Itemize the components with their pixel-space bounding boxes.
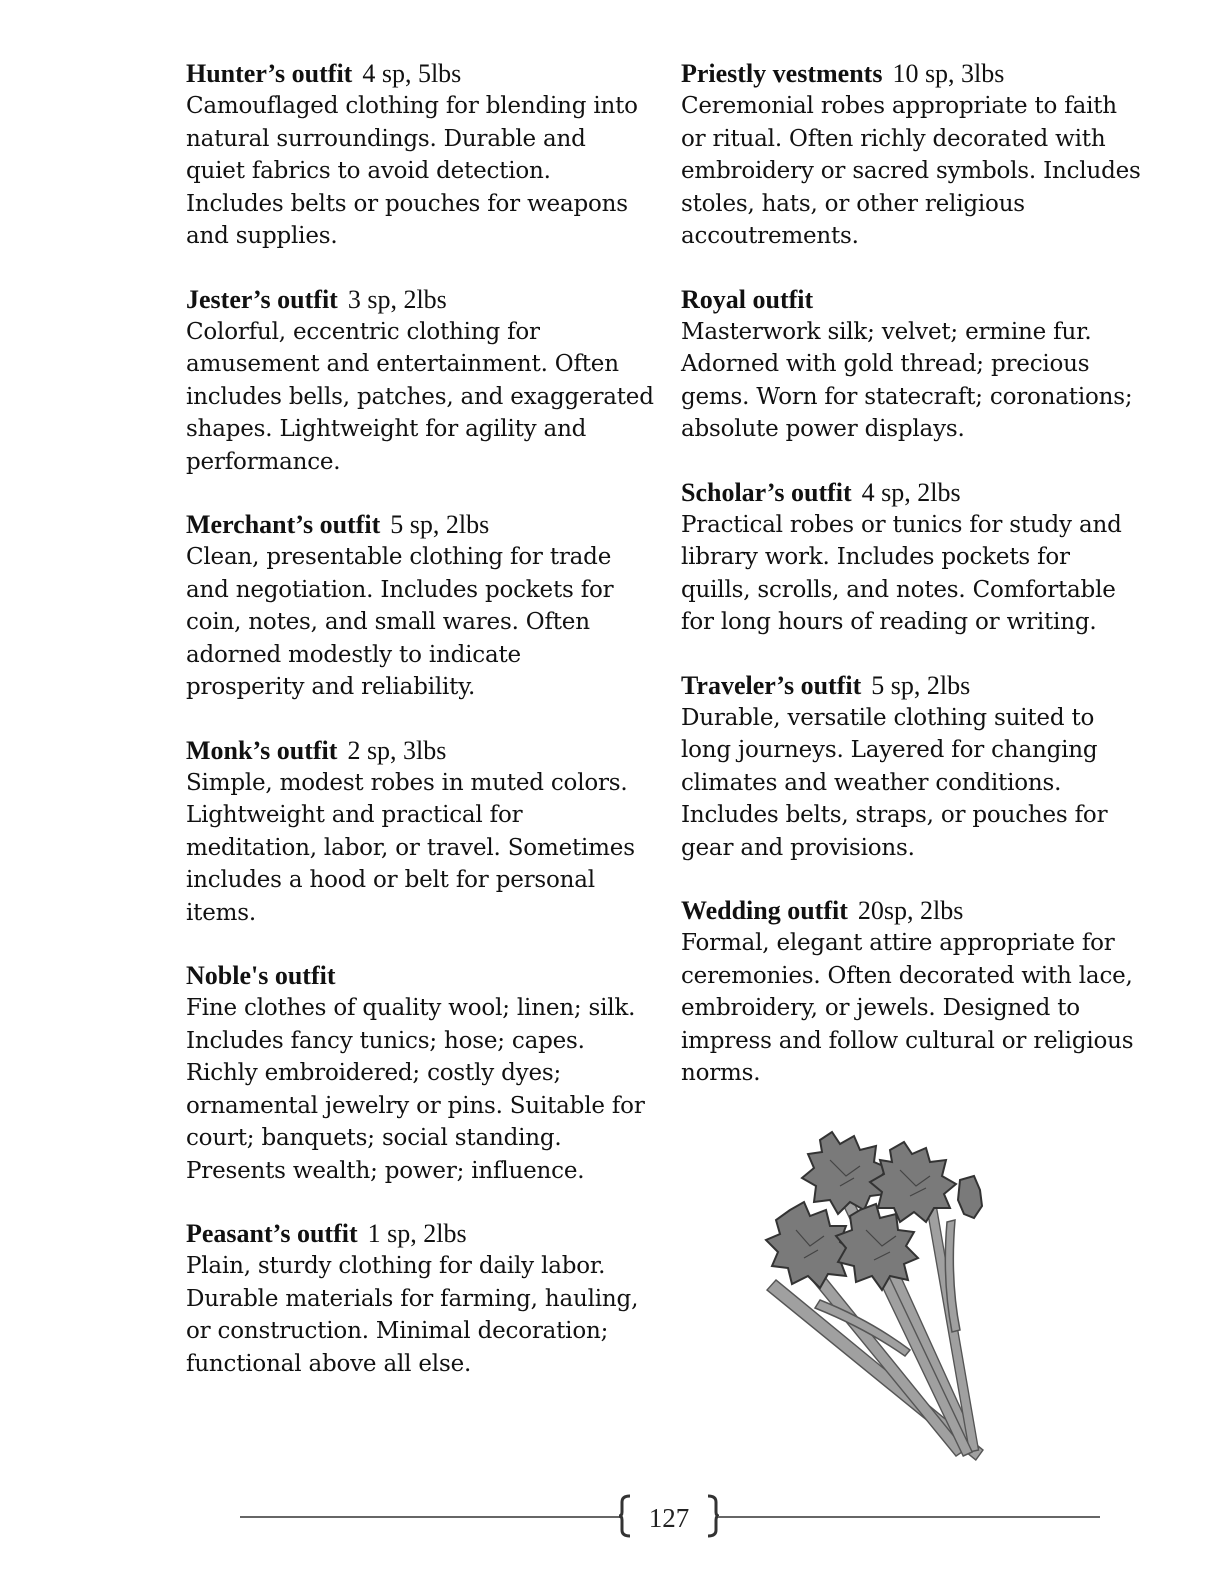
entry-jesters-outfit <box>186 283 664 479</box>
entry-description <box>186 992 664 1187</box>
entry-description <box>186 1250 664 1380</box>
description-line: shapes. Lightweight for agility and <box>186 416 587 442</box>
description-line: embroidery or sacred symbols. Includes <box>681 158 1141 184</box>
entry-monks-outfit <box>186 734 664 930</box>
left-column <box>186 57 664 1410</box>
description-line: Durable, versatile clothing suited to <box>681 704 1095 731</box>
description-line: quills, scrolls, and notes. Comfortable <box>681 576 1116 603</box>
entry-heading <box>186 283 664 316</box>
entry-description <box>681 316 1171 446</box>
description-line: Includes belts, straps, or pouches for <box>681 802 1108 828</box>
entry-title: Scholar’s outfit <box>681 477 852 507</box>
description-line: for long hours of reading or writing. <box>681 609 1097 635</box>
entry-title: Wedding outfit <box>681 896 848 925</box>
description-line: and negotiation. Includes pockets for <box>186 576 614 603</box>
entry-price: 5 sp, 2lbs <box>390 510 490 539</box>
entry-hunters-outfit <box>186 57 664 253</box>
entry-price: 4 sp, 2lbs <box>861 477 961 507</box>
entry-heading <box>186 1217 664 1250</box>
entry-peasants-outfit <box>186 1217 664 1380</box>
entry-heading <box>186 57 664 90</box>
description-line: Lightweight and practical for <box>186 802 523 828</box>
entry-heading <box>681 57 1171 90</box>
page-number: 127 <box>648 1503 690 1533</box>
entry-price: 20sp, 2lbs <box>857 896 964 925</box>
description-line: Adorned with gold thread; precious <box>681 351 1090 377</box>
description-line: Plain, sturdy clothing for daily labor. <box>186 1253 606 1279</box>
footer-rule-left <box>240 1516 620 1518</box>
description-line: court; banquets; social standing. <box>186 1125 562 1151</box>
description-line: Simple, modest robes in muted colors. <box>186 769 628 796</box>
entry-scholars-outfit <box>681 476 1171 639</box>
description-line: includes bells, patches, and exaggerated <box>186 383 654 410</box>
entry-heading <box>186 734 664 767</box>
entry-price: 5 sp, 2lbs <box>871 670 971 700</box>
entry-price: 4 sp, 5lbs <box>362 59 462 88</box>
description-line: meditation, labor, or travel. Sometimes <box>186 834 635 861</box>
entry-heading <box>681 669 1171 702</box>
entry-heading <box>186 959 664 992</box>
description-line: Includes fancy tunics; hose; capes. <box>186 1027 585 1054</box>
description-line: performance. <box>186 448 341 475</box>
description-line: Camouflaged clothing for blending into <box>186 93 638 119</box>
description-line: quiet fabrics to avoid detection. <box>186 158 551 184</box>
description-line: Durable materials for farming, hauling, <box>186 1285 639 1312</box>
description-line: climates and weather conditions. <box>681 769 1062 796</box>
description-line: Practical robes or tunics for study and <box>681 511 1122 538</box>
entry-nobles-outfit <box>186 959 664 1187</box>
description-line: gear and provisions. <box>681 834 915 861</box>
entry-title: Traveler’s outfit <box>681 670 862 700</box>
description-line: embroidery, or jewels. Designed to <box>681 995 1080 1021</box>
description-line: functional above all else. <box>186 1350 472 1377</box>
entry-heading <box>681 283 1171 316</box>
description-line: gems. Worn for statecraft; coronations; <box>681 383 1133 410</box>
description-line: library work. Includes pockets for <box>681 544 1070 570</box>
description-line: Formal, elegant attire appropriate for <box>681 930 1115 956</box>
entry-royal-outfit <box>681 283 1171 446</box>
entry-title: Noble's outfit <box>186 961 336 990</box>
entry-travelers-outfit <box>681 669 1171 865</box>
description-line: and supplies. <box>186 223 338 249</box>
description-line: coin, notes, and small wares. Often <box>186 609 590 635</box>
description-line: includes a hood or belt for personal <box>186 867 595 893</box>
description-line: or ritual. Often richly decorated with <box>681 125 1106 152</box>
entry-title: Peasant’s outfit <box>186 1219 358 1248</box>
entry-title: Monk’s outfit <box>186 735 338 765</box>
entry-price: 1 sp, 2lbs <box>367 1219 467 1248</box>
entry-description <box>681 90 1171 253</box>
entry-description <box>186 316 664 479</box>
page-footer <box>0 1490 1224 1550</box>
entry-title: Hunter’s outfit <box>186 59 353 88</box>
description-line: adorned modestly to indicate <box>186 641 521 668</box>
description-line: Richly embroidered; costly dyes; <box>186 1060 562 1086</box>
description-line: Fine clothes of quality wool; linen; silk. <box>186 995 636 1021</box>
description-line: norms. <box>681 1060 761 1086</box>
entry-title: Jester’s outfit <box>186 284 338 314</box>
footer-rule-right <box>718 1516 1100 1518</box>
description-line: impress and follow cultural or religious <box>681 1027 1134 1054</box>
description-line: stoles, hats, or other religious <box>681 190 1025 217</box>
entry-description <box>681 702 1171 865</box>
description-line: Ceremonial robes appropriate to faith <box>681 93 1117 119</box>
entry-heading <box>186 508 664 541</box>
entry-wedding-outfit <box>681 894 1171 1090</box>
description-line: accoutrements. <box>681 223 859 249</box>
description-line: or construction. Minimal decoration; <box>186 1318 609 1344</box>
entry-description <box>681 927 1171 1090</box>
right-column <box>681 57 1171 1120</box>
description-line: long journeys. Layered for changing <box>681 737 1098 763</box>
description-line: ornamental jewelry or pins. Suitable for <box>186 1092 645 1119</box>
carnation-bouquet-illustration <box>760 1130 1000 1470</box>
description-line: natural surroundings. Durable and <box>186 125 586 152</box>
description-line: absolute power displays. <box>681 416 965 442</box>
description-line: ceremonies. Often decorated with lace, <box>681 962 1133 989</box>
entry-description <box>681 509 1171 639</box>
entry-title: Merchant’s outfit <box>186 510 381 539</box>
entry-priestly-vestments <box>681 57 1171 253</box>
description-line: items. <box>186 899 256 926</box>
entry-title: Royal outfit <box>681 284 814 314</box>
entry-description <box>186 541 664 704</box>
entry-description <box>186 767 664 930</box>
entry-price: 3 sp, 2lbs <box>347 284 447 314</box>
description-line: Colorful, eccentric clothing for <box>186 318 540 345</box>
description-line: amusement and entertainment. Often <box>186 351 619 377</box>
entry-merchants-outfit <box>186 508 664 704</box>
entry-title: Priestly vestments <box>681 59 883 88</box>
description-line: Includes belts or pouches for weapons <box>186 190 628 217</box>
description-line: Masterwork silk; velvet; ermine fur. <box>681 318 1092 345</box>
entry-heading <box>681 894 1171 927</box>
entry-heading <box>681 476 1171 509</box>
description-line: prosperity and reliability. <box>186 674 476 700</box>
entry-description <box>186 90 664 253</box>
description-line: Clean, presentable clothing for trade <box>186 544 612 570</box>
description-line: Presents wealth; power; influence. <box>186 1157 585 1184</box>
entry-price: 2 sp, 3lbs <box>347 735 447 765</box>
entry-price: 10 sp, 3lbs <box>892 59 1005 88</box>
